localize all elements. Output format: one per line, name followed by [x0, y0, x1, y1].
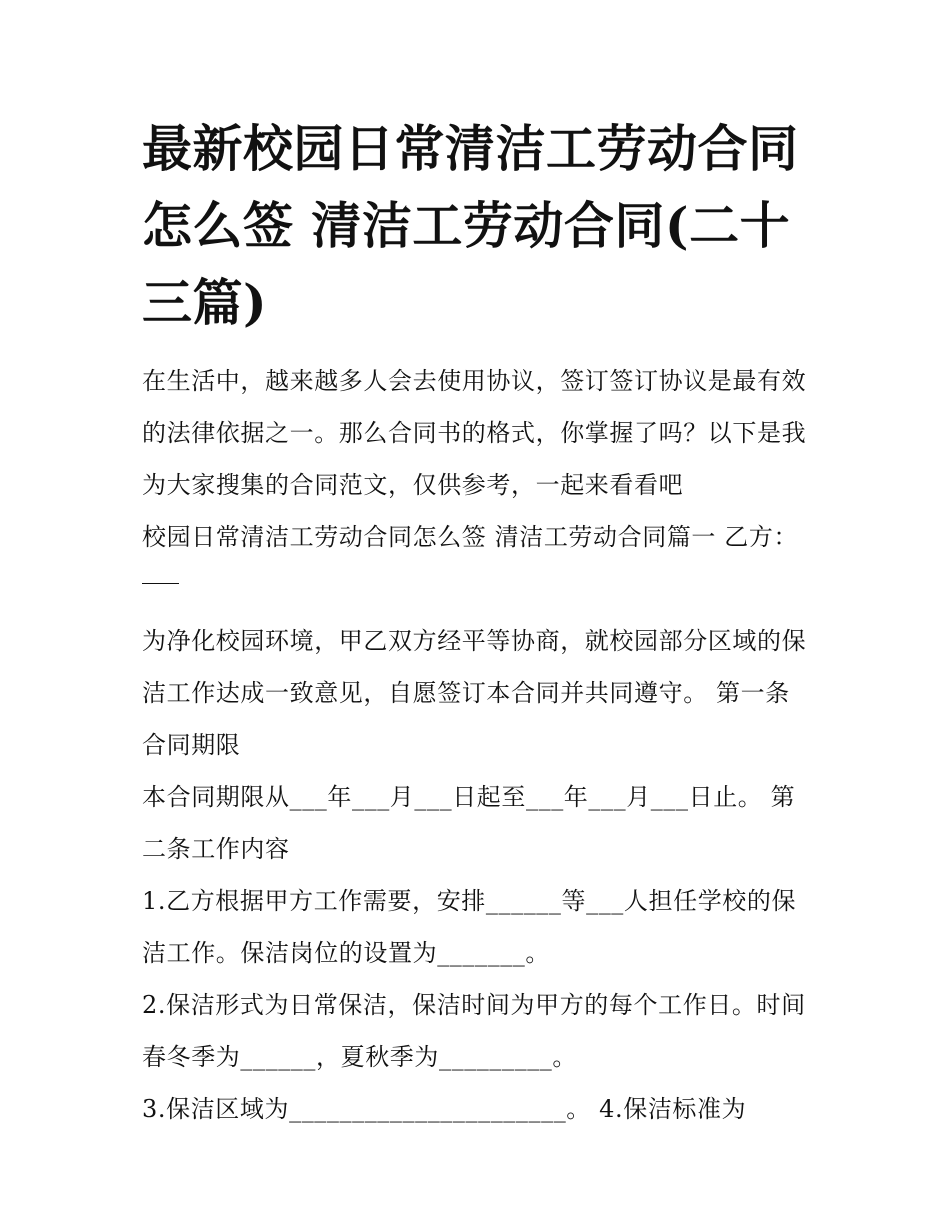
title-line: 三篇)	[142, 273, 268, 332]
title-line: 最新校园日常清洁工劳动合同	[142, 119, 799, 178]
blank-rule	[142, 583, 179, 584]
document-body	[142, 355, 822, 1135]
section-heading: 校园日常清洁工劳动合同怎么签 清洁工劳动合同篇一 乙方：	[142, 523, 799, 551]
clause-line: 3.保洁区域为______________________。 4.保洁标准为	[142, 1095, 747, 1123]
document-page	[142, 110, 822, 1135]
agreement-line: 洁工作达成一致意见，自愿签订本合同并共同遵守。 第一条	[142, 679, 790, 707]
clause-line: 1.乙方根据甲方工作需要，安排______等___人担任学校的保	[142, 887, 797, 915]
term-line: 本合同期限从___年___月___日起至___年___月___日止。 第	[142, 783, 796, 811]
document-title	[142, 110, 822, 341]
clause-line: 春冬季为______，夏秋季为_________。	[142, 1043, 577, 1071]
title-line: 怎么签 清洁工劳动合同(二十	[142, 196, 791, 255]
clause-line: 2.保洁形式为日常保洁，保洁时间为甲方的每个工作日。时间	[142, 991, 806, 1019]
intro-line: 在生活中，越来越多人会去使用协议，签订签订协议是最有效	[142, 367, 807, 395]
party-b-blank	[142, 563, 822, 615]
intro-line: 为大家搜集的合同范文，仅供参考，一起来看看吧	[142, 471, 684, 499]
term-line: 二条工作内容	[142, 835, 290, 863]
agreement-line: 合同期限	[142, 731, 241, 759]
agreement-line: 为净化校园环境，甲乙双方经平等协商，就校园部分区域的保	[142, 627, 807, 655]
clause-line: 洁工作。保洁岗位的设置为_______。	[142, 939, 550, 967]
intro-line: 的法律依据之一。那么合同书的格式，你掌握了吗？以下是我	[142, 419, 807, 447]
